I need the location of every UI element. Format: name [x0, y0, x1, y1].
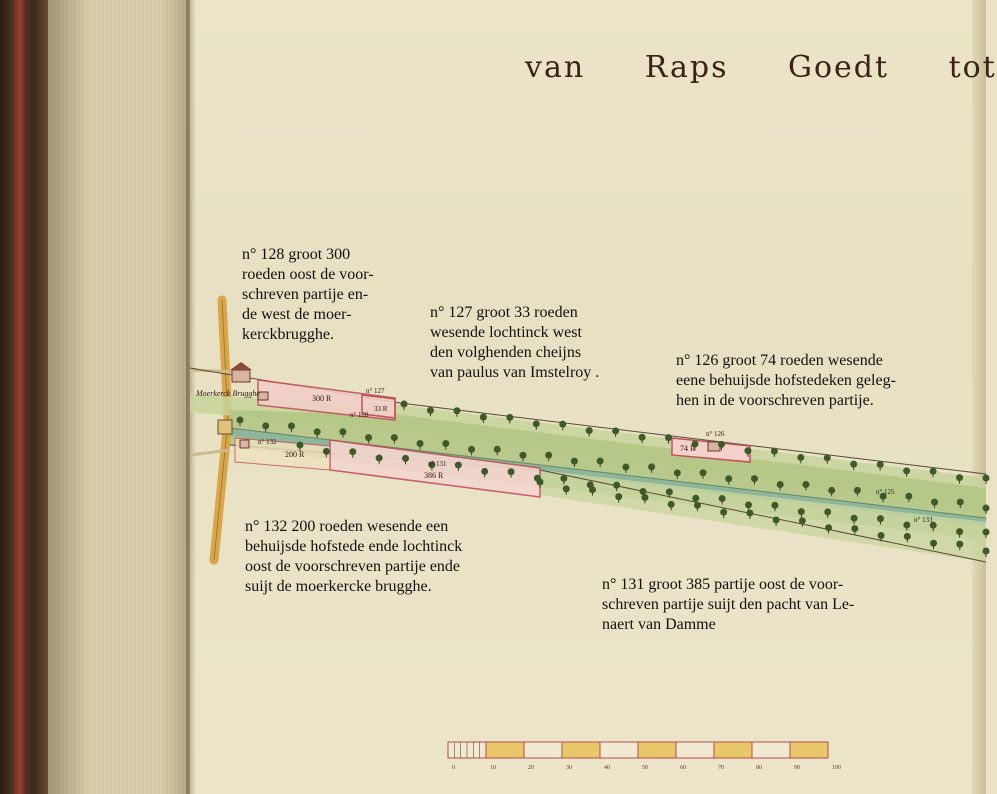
bridge-icon	[218, 420, 232, 434]
tree-icon	[589, 486, 596, 493]
tree-icon	[563, 485, 570, 492]
tree-icon	[850, 461, 857, 468]
tree-icon	[480, 414, 487, 421]
annotation-n132: n° 132 200 roeden wesende een behuijsde hofstede ende lochtinck oost de voorschreven partije ende suijt de moerkercke brugghe.	[245, 518, 463, 595]
scale-cell	[600, 742, 638, 758]
tree-icon	[956, 474, 963, 481]
tree-icon	[799, 517, 806, 524]
tree-icon	[798, 508, 805, 515]
tree-icon	[930, 540, 937, 547]
tree-icon	[719, 495, 726, 502]
annotation-n131: n° 131 groot 385 partije oost de voor- schreven partije suijt den pacht van Le- naert van Damme	[602, 576, 855, 633]
tree-icon	[771, 502, 778, 509]
tree-icon	[665, 434, 672, 441]
tree-icon	[586, 427, 593, 434]
label-n127: n° 127	[366, 387, 385, 395]
tree-icon	[930, 468, 937, 475]
tree-icon	[481, 468, 488, 475]
tree-icon	[297, 442, 304, 449]
tree-icon	[442, 440, 449, 447]
tree-icon	[494, 446, 501, 453]
tree-icon	[506, 414, 513, 421]
tree-icon	[957, 499, 964, 506]
tree-icon	[615, 493, 622, 500]
tree-icon	[622, 463, 629, 470]
tree-icon	[613, 482, 620, 489]
tree-icon	[744, 447, 751, 454]
label-n133: n° 133	[914, 516, 933, 524]
tree-icon	[453, 407, 460, 414]
tree-icon	[877, 461, 884, 468]
tree-icon	[612, 427, 619, 434]
tree-icon	[668, 501, 675, 508]
house-icon	[232, 370, 250, 382]
tree-icon	[773, 516, 780, 523]
scale-cell	[524, 742, 562, 758]
tree-icon	[700, 469, 707, 476]
tree-icon	[694, 502, 701, 509]
tree-icon	[559, 421, 566, 428]
tree-icon	[323, 448, 330, 455]
scale-tick-label: 90	[794, 765, 800, 771]
house-icon	[240, 440, 249, 448]
tree-icon	[288, 422, 295, 429]
scale-cell	[562, 742, 600, 758]
tree-icon	[314, 428, 321, 435]
tree-icon	[537, 479, 544, 486]
label-r300: 300 R	[312, 394, 332, 403]
tree-icon	[956, 541, 963, 548]
scale-tick-label: 30	[566, 765, 572, 771]
tree-icon	[455, 462, 462, 469]
annotation-n126: n° 126 groot 74 roeden wesende eene behuijsde hofstedeken geleg- hen in de voorschreven partije.	[676, 352, 896, 409]
tree-icon	[597, 458, 604, 465]
label-r33: 33 R	[374, 405, 388, 413]
scale-tick-label: 100	[832, 765, 841, 771]
label-n128: n° 128	[350, 411, 369, 419]
tree-icon	[641, 494, 648, 501]
tree-icon	[533, 420, 540, 427]
tree-icon	[640, 488, 647, 495]
tree-icon	[666, 488, 673, 495]
tree-icon	[802, 481, 809, 488]
label-n132: n° 132	[258, 438, 277, 446]
tree-icon	[692, 495, 699, 502]
tree-icon	[824, 508, 831, 515]
tree-icon	[339, 428, 346, 435]
tree-icon	[854, 487, 861, 494]
tree-icon	[427, 407, 434, 414]
scale-cell	[638, 742, 676, 758]
tree-icon	[777, 481, 784, 488]
tree-icon	[391, 434, 398, 441]
tree-icon	[674, 469, 681, 476]
tree-icon	[751, 475, 758, 482]
tree-icon	[825, 524, 832, 531]
tree-icon	[365, 434, 372, 441]
tree-icon	[508, 468, 515, 475]
scale-tick-label: 50	[642, 765, 648, 771]
scale-tick-label: 60	[680, 765, 686, 771]
tree-icon	[545, 452, 552, 459]
tree-icon	[824, 454, 831, 461]
label-r386: 386 R	[424, 471, 444, 480]
label-r200: 200 R	[285, 450, 305, 459]
tree-icon	[983, 529, 990, 536]
tree-icon	[746, 510, 753, 517]
annotation-n128: n° 128 groot 300 roeden oost de voor- schreven partije en- de west de moer- kerckbrugghe.	[242, 246, 374, 343]
label-n131: n° 131	[428, 460, 447, 468]
label-n125: n° 125	[876, 488, 895, 496]
tree-icon	[519, 452, 526, 459]
tree-icon	[904, 533, 911, 540]
tree-icon	[376, 455, 383, 462]
tree-icon	[718, 441, 725, 448]
label-r74: 74 R	[680, 444, 696, 453]
tree-icon	[851, 515, 858, 522]
tree-icon	[828, 487, 835, 494]
title-word-3: Goedt	[788, 50, 890, 85]
annotation-n127: n° 127 groot 33 roeden wesende lochtinck west den volghenden cheijns van paulus van Imstelroy .	[430, 304, 600, 381]
scale-cell	[752, 742, 790, 758]
scale-tick-label: 70	[718, 765, 724, 771]
scale-tick-label: 20	[528, 765, 534, 771]
tree-icon	[903, 467, 910, 474]
tree-icon	[468, 446, 475, 453]
scale-cell	[790, 742, 828, 758]
tree-icon	[560, 475, 567, 482]
scale-cell	[676, 742, 714, 758]
scale-tick-label: 0	[452, 765, 455, 771]
tree-icon	[983, 505, 990, 512]
scale-cell	[714, 742, 752, 758]
tree-icon	[349, 448, 356, 455]
scale-bar	[448, 740, 841, 780]
tree-icon	[237, 417, 244, 424]
tree-icon	[903, 521, 910, 528]
tree-icon	[417, 440, 424, 447]
tree-icon	[745, 501, 752, 508]
tree-icon	[851, 525, 858, 532]
label-bridge: Moerkerck Brugghe	[196, 389, 260, 398]
tree-icon	[720, 509, 727, 516]
title-word-4: tot	[948, 50, 997, 85]
tree-icon	[797, 454, 804, 461]
scale-tick-label: 40	[604, 765, 610, 771]
scale-tick-label: 10	[490, 765, 496, 771]
tree-icon	[571, 458, 578, 465]
tree-icon	[725, 475, 732, 482]
roof-icon	[230, 362, 252, 370]
title-word-1: van	[525, 50, 586, 85]
tree-icon	[262, 422, 269, 429]
tree-icon	[877, 515, 884, 522]
title-word-2: Raps	[644, 50, 729, 85]
tree-icon	[401, 401, 408, 408]
tree-icon	[983, 548, 990, 555]
scale-cell	[486, 742, 524, 758]
label-n126: n° 126	[706, 430, 725, 438]
tree-icon	[956, 528, 963, 535]
tree-icon	[905, 493, 912, 500]
tree-icon	[983, 475, 990, 482]
tree-icon	[639, 434, 646, 441]
tree-icon	[878, 532, 885, 539]
scale-tick-label: 80	[756, 765, 762, 771]
tree-icon	[931, 499, 938, 506]
tree-icon	[402, 455, 409, 462]
tree-icon	[648, 463, 655, 470]
tree-icon	[771, 448, 778, 455]
